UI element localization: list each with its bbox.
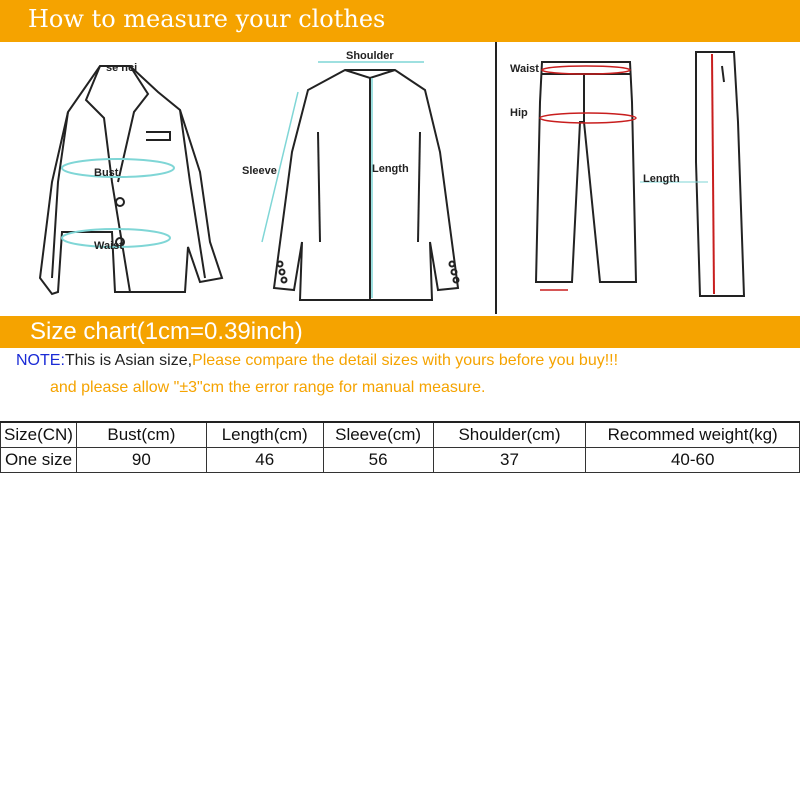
header-size: Size(CN): [1, 422, 77, 448]
trousers-side-illustration: [696, 52, 744, 296]
header-bust: Bust(cm): [76, 422, 206, 448]
size-chart-title: Size chart(1cm=0.39inch): [30, 318, 303, 345]
trousers-waist-label: Waist: [510, 63, 539, 75]
cell-weight: 40-60: [586, 448, 800, 473]
trousers-length-line: [712, 54, 714, 294]
header-length: Length(cm): [206, 422, 323, 448]
cell-shoulder: 37: [433, 448, 586, 473]
measurement-diagram: [0, 42, 800, 314]
cell-length: 46: [206, 448, 323, 473]
cell-sleeve: 56: [323, 448, 433, 473]
back-length-label: Length: [372, 163, 409, 175]
measurement-illustrations: [0, 42, 800, 314]
jacket-tag-text: se nci: [106, 62, 138, 74]
note-asian-size: This is Asian size,: [64, 352, 193, 369]
bust-label: Bust: [94, 167, 119, 179]
measure-header-title: How to measure your clothes: [28, 5, 386, 33]
size-table: [0, 421, 800, 473]
header-weight: Recommed weight(kg): [586, 422, 800, 448]
size-table-header-row: [1, 422, 800, 448]
hip-label: Hip: [510, 107, 528, 119]
note-label: NOTE:: [16, 352, 65, 369]
back-measure-lines: [262, 62, 424, 298]
trousers-length-label: Length: [643, 173, 680, 185]
jacket-back-illustration: [274, 70, 459, 300]
trousers-front-illustration: [536, 62, 636, 282]
shoulder-label: Shoulder: [346, 50, 394, 62]
note-line-1: [16, 350, 618, 372]
note-line-2: and please allow "±3"cm the error range for manual measure.: [50, 379, 486, 396]
trousers-measure-lines: [540, 66, 636, 290]
header-shoulder: Shoulder(cm): [433, 422, 586, 448]
note-compare: Please compare the detail sizes with yours before you buy!!!: [192, 352, 619, 369]
cell-bust: 90: [76, 448, 206, 473]
size-chart-banner: [0, 316, 800, 348]
cell-size: One size: [1, 448, 77, 473]
jacket-front-illustration: [40, 66, 222, 294]
jacket-waist-label: Waist: [94, 240, 123, 252]
table-row: [1, 448, 800, 473]
measure-header-banner: [0, 0, 800, 42]
header-sleeve: Sleeve(cm): [323, 422, 433, 448]
sleeve-label: Sleeve: [242, 165, 277, 177]
